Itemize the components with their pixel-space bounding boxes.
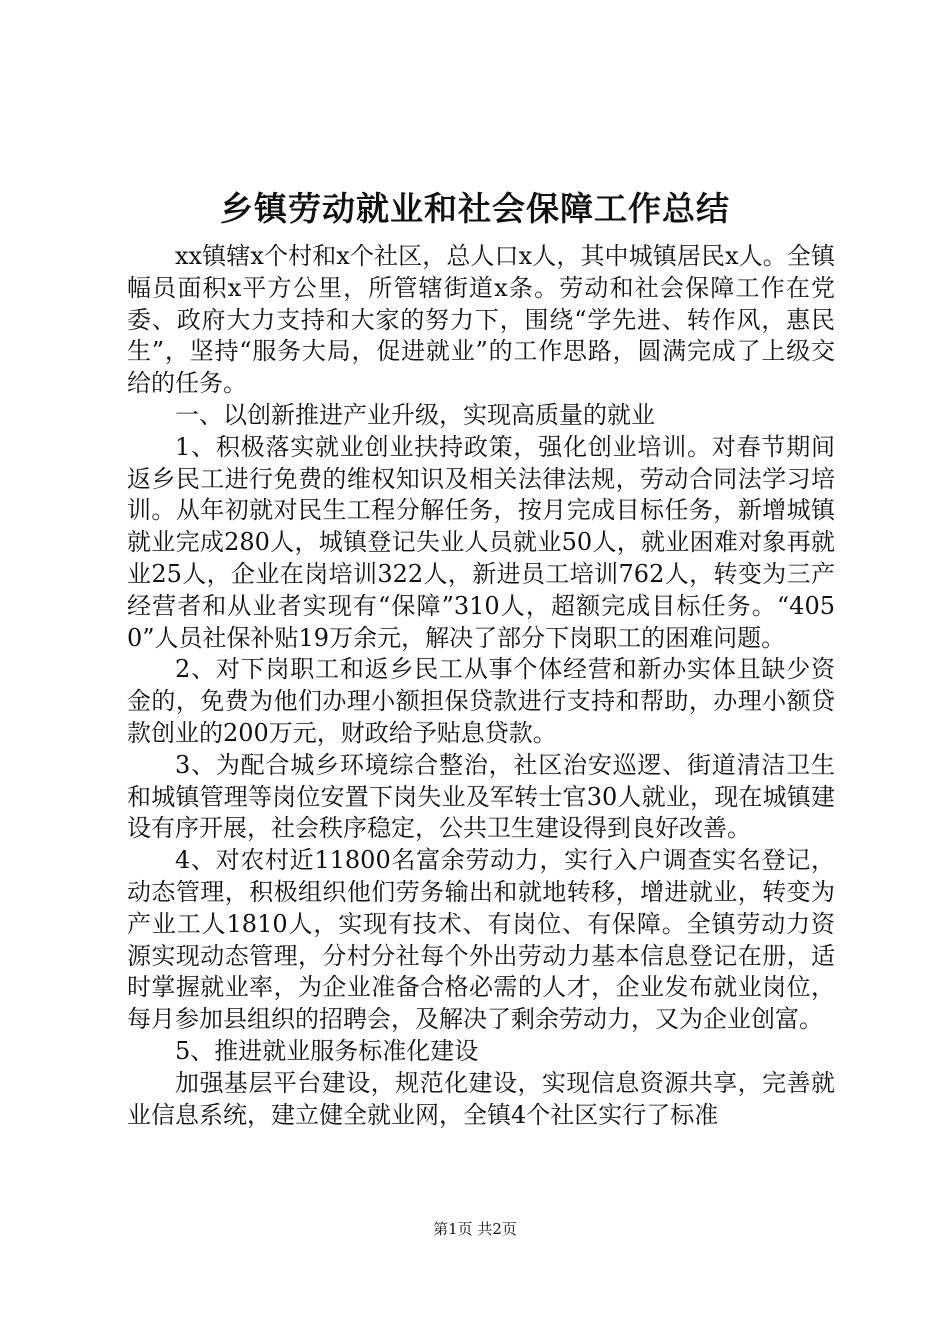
paragraph-item-5-body: 加强基层平台建设，规范化建设，实现信息资源共享，完善就业信息系统，建立健全就业网，全镇4个社区实行了标准 (127, 1068, 835, 1129)
paragraph-intro: xx镇辖x个村和x个社区，总人口x人，其中城镇居民x人。全镇幅员面积x平方公里，所管辖街道x条。劳动和社会保障工作在党委、政府大力支持和大家的努力下，围绕“学先进、转作风，惠民生”，坚持“服务大局，促进就业”的工作思路，圆满完成了上级交给的任务。 (127, 242, 835, 398)
document-body (127, 241, 835, 1131)
paragraph-item-5-heading: 5、推进就业服务标准化建设 (175, 1036, 479, 1065)
paragraph-item-4: 4、对农村近11800名富余劳动力，实行入户调查实名登记，动态管理，积极组织他们劳务输出和就地转移，增进就业，转变为产业工人1810人，实现有技术、有岗位、有保障。全镇劳动力资源实现动态管理，分村分社每个外出劳动力基本信息登记在册，适时掌握就业率，为企业准备合格必需的人才，企业发布就业岗位，每月参加县组织的招聘会，及解决了剩余劳动力，又为企业创富。 (127, 846, 835, 1034)
paragraph-item-1: 1、积极落实就业创业扶持政策，强化创业培训。对春节期间返乡民工进行免费的维权知识及相关法律法规，劳动合同法学习培训。从年初就对民生工程分解任务，按月完成目标任务，新增城镇就业完成280人，城镇登记失业人员就业50人，就业困难对象再就业25人，企业在岗培训322人，新进员工培训762人，转变为三产经营者和从业者实现有“保障”310人，超额完成目标任务。“4050”人员社保补贴19万余元，解决了部分下岗职工的困难问题。 (127, 432, 835, 652)
paragraph-item-2: 2、对下岗职工和返乡民工从事个体经营和新办实体且缺少资金的，免费为他们办理小额担保贷款进行支持和帮助，办理小额贷款创业的200万元，财政给予贴息贷款。 (127, 655, 835, 747)
section-heading-1: 一、以创新推进产业升级，实现高质量的就业 (175, 400, 655, 429)
paragraph-item-3: 3、为配合城乡环境综合整治，社区治安巡逻、街道清洁卫生和城镇管理等岗位安置下岗失业及军转士官30人就业，现在城镇建设有序开展，社会秩序稳定，公共卫生建设得到良好改善。 (127, 750, 835, 843)
document-title: 乡镇劳动就业和社会保障工作总结 (220, 189, 730, 228)
page-footer: 第1页 共2页 (433, 1220, 517, 1238)
